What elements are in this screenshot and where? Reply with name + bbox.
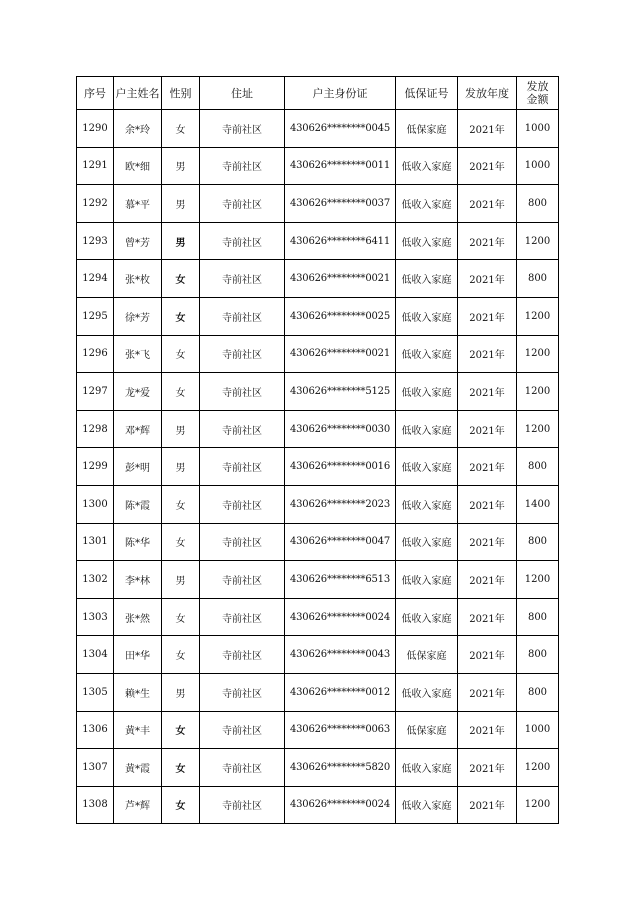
cell-no: 1290 <box>77 110 114 148</box>
header-cert: 低保证号 <box>396 77 458 110</box>
cell-address: 寺前社区 <box>200 711 285 749</box>
cell-gender: 男 <box>162 673 200 711</box>
cell-gender: 女 <box>162 523 200 561</box>
cell-cert: 低收入家庭 <box>396 410 458 448</box>
cell-address: 寺前社区 <box>200 485 285 523</box>
cell-gender: 女 <box>162 749 200 787</box>
cell-no: 1296 <box>77 335 114 373</box>
cell-id: 430626********6513 <box>285 561 396 599</box>
cell-name: 陈*霞 <box>114 485 162 523</box>
cell-address: 寺前社区 <box>200 673 285 711</box>
cell-year: 2021年 <box>458 335 517 373</box>
header-amount-line1: 发放 <box>526 80 549 93</box>
table-row <box>77 297 559 335</box>
cell-id: 430626********0025 <box>285 297 396 335</box>
cell-id: 430626********0011 <box>285 147 396 185</box>
cell-gender: 男 <box>162 147 200 185</box>
cell-amount: 1000 <box>517 147 559 185</box>
cell-name: 彭*明 <box>114 448 162 486</box>
table-row <box>77 373 559 411</box>
cell-name: 赖*生 <box>114 673 162 711</box>
cell-name: 慕*平 <box>114 185 162 223</box>
cell-no: 1308 <box>77 786 114 824</box>
cell-year: 2021年 <box>458 222 517 260</box>
cell-cert: 低收入家庭 <box>396 185 458 223</box>
cell-year: 2021年 <box>458 147 517 185</box>
cell-name: 余*玲 <box>114 110 162 148</box>
cell-name: 徐*芳 <box>114 297 162 335</box>
cell-cert: 低收入家庭 <box>396 485 458 523</box>
cell-id: 430626********5125 <box>285 373 396 411</box>
cell-name: 陈*华 <box>114 523 162 561</box>
cell-address: 寺前社区 <box>200 598 285 636</box>
cell-amount: 1200 <box>517 335 559 373</box>
cell-cert: 低收入家庭 <box>396 448 458 486</box>
cell-year: 2021年 <box>458 523 517 561</box>
cell-id: 430626********0043 <box>285 636 396 674</box>
cell-address: 寺前社区 <box>200 636 285 674</box>
table-row <box>77 147 559 185</box>
table-row <box>77 636 559 674</box>
cell-amount: 800 <box>517 185 559 223</box>
cell-gender: 女 <box>162 373 200 411</box>
cell-amount: 800 <box>517 636 559 674</box>
cell-no: 1291 <box>77 147 114 185</box>
cell-name: 黄*霞 <box>114 749 162 787</box>
cell-address: 寺前社区 <box>200 523 285 561</box>
table-row <box>77 185 559 223</box>
cell-year: 2021年 <box>458 561 517 599</box>
cell-cert: 低收入家庭 <box>396 335 458 373</box>
cell-amount: 1000 <box>517 711 559 749</box>
cell-amount: 800 <box>517 260 559 298</box>
cell-no: 1292 <box>77 185 114 223</box>
cell-cert: 低收入家庭 <box>396 523 458 561</box>
cell-no: 1294 <box>77 260 114 298</box>
cell-address: 寺前社区 <box>200 448 285 486</box>
cell-gender: 女 <box>162 260 200 298</box>
cell-address: 寺前社区 <box>200 749 285 787</box>
table-row <box>77 335 559 373</box>
cell-year: 2021年 <box>458 373 517 411</box>
header-amount-line2: 金额 <box>526 93 549 106</box>
table-row <box>77 222 559 260</box>
cell-amount: 1000 <box>517 110 559 148</box>
header-gender: 性别 <box>162 77 200 110</box>
cell-year: 2021年 <box>458 260 517 298</box>
cell-no: 1300 <box>77 485 114 523</box>
cell-amount: 1200 <box>517 786 559 824</box>
cell-id: 430626********0016 <box>285 448 396 486</box>
table-row <box>77 110 559 148</box>
cell-year: 2021年 <box>458 786 517 824</box>
cell-name: 田*华 <box>114 636 162 674</box>
subsidy-table <box>76 76 559 824</box>
cell-amount: 1200 <box>517 749 559 787</box>
cell-address: 寺前社区 <box>200 786 285 824</box>
cell-name: 曾*芳 <box>114 222 162 260</box>
cell-year: 2021年 <box>458 673 517 711</box>
cell-no: 1299 <box>77 448 114 486</box>
table-row <box>77 561 559 599</box>
cell-gender: 女 <box>162 711 200 749</box>
cell-gender: 女 <box>162 297 200 335</box>
cell-name: 张*然 <box>114 598 162 636</box>
cell-name: 李*林 <box>114 561 162 599</box>
cell-cert: 低保家庭 <box>396 711 458 749</box>
cell-cert: 低收入家庭 <box>396 260 458 298</box>
table-row <box>77 523 559 561</box>
cell-cert: 低收入家庭 <box>396 561 458 599</box>
cell-id: 430626********0021 <box>285 260 396 298</box>
cell-address: 寺前社区 <box>200 110 285 148</box>
cell-no: 1297 <box>77 373 114 411</box>
cell-cert: 低收入家庭 <box>396 786 458 824</box>
cell-no: 1298 <box>77 410 114 448</box>
cell-gender: 男 <box>162 410 200 448</box>
cell-amount: 1200 <box>517 222 559 260</box>
cell-name: 黄*丰 <box>114 711 162 749</box>
cell-gender: 男 <box>162 185 200 223</box>
cell-cert: 低保家庭 <box>396 636 458 674</box>
table-row <box>77 749 559 787</box>
cell-id: 430626********0024 <box>285 598 396 636</box>
cell-name: 张*枚 <box>114 260 162 298</box>
cell-address: 寺前社区 <box>200 297 285 335</box>
cell-year: 2021年 <box>458 410 517 448</box>
cell-year: 2021年 <box>458 485 517 523</box>
cell-year: 2021年 <box>458 711 517 749</box>
cell-no: 1302 <box>77 561 114 599</box>
cell-no: 1305 <box>77 673 114 711</box>
cell-year: 2021年 <box>458 185 517 223</box>
cell-address: 寺前社区 <box>200 373 285 411</box>
header-address: 住址 <box>200 77 285 110</box>
cell-address: 寺前社区 <box>200 147 285 185</box>
cell-amount: 800 <box>517 523 559 561</box>
cell-id: 430626********5820 <box>285 749 396 787</box>
cell-name: 张*飞 <box>114 335 162 373</box>
cell-gender: 男 <box>162 222 200 260</box>
table-row <box>77 410 559 448</box>
cell-no: 1301 <box>77 523 114 561</box>
cell-gender: 女 <box>162 110 200 148</box>
cell-address: 寺前社区 <box>200 185 285 223</box>
cell-year: 2021年 <box>458 110 517 148</box>
table-row <box>77 485 559 523</box>
cell-amount: 1200 <box>517 561 559 599</box>
header-name: 户主姓名 <box>114 77 162 110</box>
table-body <box>77 110 559 824</box>
cell-cert: 低收入家庭 <box>396 673 458 711</box>
cell-gender: 男 <box>162 561 200 599</box>
cell-cert: 低收入家庭 <box>396 222 458 260</box>
cell-cert: 低收入家庭 <box>396 297 458 335</box>
cell-gender: 女 <box>162 485 200 523</box>
cell-cert: 低收入家庭 <box>396 147 458 185</box>
cell-amount: 1200 <box>517 373 559 411</box>
cell-no: 1307 <box>77 749 114 787</box>
cell-year: 2021年 <box>458 636 517 674</box>
cell-amount: 1200 <box>517 297 559 335</box>
table-row <box>77 448 559 486</box>
cell-cert: 低保家庭 <box>396 110 458 148</box>
cell-amount: 800 <box>517 448 559 486</box>
cell-id: 430626********0037 <box>285 185 396 223</box>
cell-id: 430626********0047 <box>285 523 396 561</box>
cell-id: 430626********2023 <box>285 485 396 523</box>
table-row <box>77 673 559 711</box>
cell-name: 芦*辉 <box>114 786 162 824</box>
table-row <box>77 598 559 636</box>
cell-address: 寺前社区 <box>200 260 285 298</box>
header-amount <box>517 77 559 110</box>
cell-gender: 女 <box>162 335 200 373</box>
cell-gender: 女 <box>162 598 200 636</box>
cell-address: 寺前社区 <box>200 561 285 599</box>
cell-year: 2021年 <box>458 297 517 335</box>
cell-cert: 低收入家庭 <box>396 749 458 787</box>
cell-no: 1303 <box>77 598 114 636</box>
cell-id: 430626********0021 <box>285 335 396 373</box>
cell-year: 2021年 <box>458 749 517 787</box>
cell-name: 欧*细 <box>114 147 162 185</box>
cell-id: 430626********0024 <box>285 786 396 824</box>
cell-id: 430626********0045 <box>285 110 396 148</box>
cell-amount: 1400 <box>517 485 559 523</box>
header-year: 发放年度 <box>458 77 517 110</box>
cell-amount: 800 <box>517 673 559 711</box>
table-row <box>77 260 559 298</box>
cell-address: 寺前社区 <box>200 410 285 448</box>
cell-address: 寺前社区 <box>200 335 285 373</box>
cell-address: 寺前社区 <box>200 222 285 260</box>
header-row <box>77 77 559 110</box>
cell-id: 430626********6411 <box>285 222 396 260</box>
header-id: 户主身份证 <box>285 77 396 110</box>
cell-year: 2021年 <box>458 598 517 636</box>
table-row <box>77 711 559 749</box>
cell-no: 1293 <box>77 222 114 260</box>
cell-cert: 低收入家庭 <box>396 373 458 411</box>
cell-year: 2021年 <box>458 448 517 486</box>
cell-gender: 女 <box>162 636 200 674</box>
cell-id: 430626********0063 <box>285 711 396 749</box>
cell-cert: 低收入家庭 <box>396 598 458 636</box>
table-row <box>77 786 559 824</box>
cell-id: 430626********0012 <box>285 673 396 711</box>
cell-amount: 800 <box>517 598 559 636</box>
header-no: 序号 <box>77 77 114 110</box>
cell-name: 邓*辉 <box>114 410 162 448</box>
cell-gender: 男 <box>162 448 200 486</box>
cell-amount: 1200 <box>517 410 559 448</box>
cell-gender: 女 <box>162 786 200 824</box>
cell-no: 1304 <box>77 636 114 674</box>
cell-no: 1295 <box>77 297 114 335</box>
cell-no: 1306 <box>77 711 114 749</box>
cell-id: 430626********0030 <box>285 410 396 448</box>
cell-name: 龙*爱 <box>114 373 162 411</box>
